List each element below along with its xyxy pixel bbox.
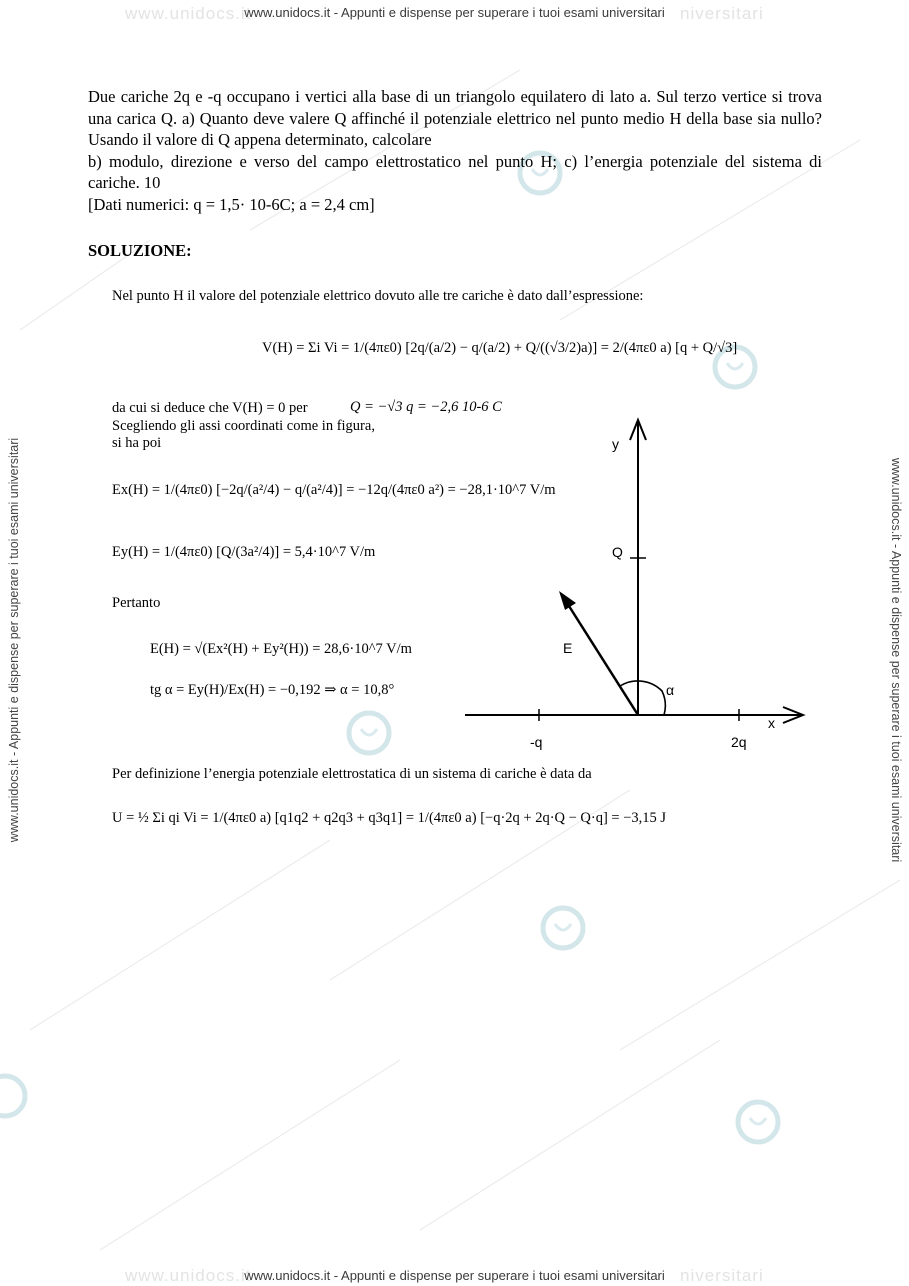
axes-text-1: Scegliendo gli assi coordinati come in figura, xyxy=(112,418,375,434)
problem-statement xyxy=(88,86,822,215)
watermark-ghost: www.unidocs.it xyxy=(125,4,252,23)
equation-Ey: Ey(H) = 1/(4πε0) [Q/(3a²/4)] = 5,4·10^7 V/m xyxy=(112,544,376,560)
problem-line-1: Due cariche 2q e -q occupano i vertici alla base di un triangolo equilatero di lato a. Sul terzo vertice si trova una carica Q. a) Quanto deve valere Q affinché il potenziale elettrico nel punto medio H della base sia nullo? Usando il valore di Q appena determinato, calcolare xyxy=(88,87,822,149)
solution-intro: Nel punto H il valore del potenziale elettrico dovuto alle tre cariche è dato dall’espressione: xyxy=(112,288,644,304)
problem-data: [Dati numerici: q = 1,5· 10-6C; a = 2,4 cm] xyxy=(88,194,375,214)
field-diagram xyxy=(455,412,815,757)
two-q-label: 2q xyxy=(731,734,747,750)
watermark-left: www.unidocs.it - Appunti e dispense per superare i tuoi esami universitari xyxy=(7,437,21,843)
watermark-ghost-bottom: www.unidocs.it xyxy=(125,1266,252,1285)
watermark-bottom: www.unidocs.it - Appunti e dispense per superare i tuoi esami universitari xyxy=(244,1268,665,1283)
x-axis-label: x xyxy=(768,715,775,731)
alpha-label: α xyxy=(666,682,675,698)
solution-title: SOLUZIONE: xyxy=(88,241,192,260)
equation-Ex: Ex(H) = 1/(4πε0) [−2q/(a²/4) − q/(a²/4)] = −12q/(4πε0 a²) = −28,1·10^7 V/m xyxy=(112,482,556,498)
problem-line-2: b) modulo, direzione e verso del campo elettrostatico nel punto H; c) l’energia potenziale del sistema di cariche. 10 xyxy=(88,151,822,192)
E-vector-arrowhead xyxy=(559,591,576,610)
equation-potential: V(H) = Σi Vi = 1/(4πε0) [2q/(a/2) − q/(a/2) + Q/((√3/2)a)] = 2/(4πε0 a) [q + Q/√3] xyxy=(262,340,738,356)
Q-label: Q xyxy=(612,544,623,560)
E-vector xyxy=(562,595,638,715)
charge-Q-result: Q = −√3 q = −2,6 10-6 C xyxy=(350,399,502,415)
y-axis-label: y xyxy=(612,436,619,452)
watermark-ghost-tail: niversitari xyxy=(680,4,764,23)
watermark-right: www.unidocs.it - Appunti e dispense per superare i tuoi esami universitari xyxy=(889,457,903,863)
E-label: E xyxy=(563,640,573,656)
watermark-top: www.unidocs.it - Appunti e dispense per superare i tuoi esami universitari xyxy=(244,5,665,20)
equation-energy: U = ½ Σi qi Vi = 1/(4πε0 a) [q1q2 + q2q3 + q3q1] = 1/(4πε0 a) [−q·2q + 2q·Q − Q·q] = −3,15 J xyxy=(112,810,667,826)
equation-tg-alpha: tg α = Ey(H)/Ex(H) = −0,192 ⇒ α = 10,8° xyxy=(150,682,395,698)
watermark-ghost-tail-bottom: niversitari xyxy=(680,1266,764,1285)
pertanto-text: Pertanto xyxy=(112,595,161,611)
axes-text-2: si ha poi xyxy=(112,435,162,451)
energy-intro: Per definizione l’energia potenziale elettrostatica di un sistema di cariche è data da xyxy=(112,766,592,782)
deduce-text: da cui si deduce che V(H) = 0 per xyxy=(112,400,308,416)
equation-E-modulus: E(H) = √(Ex²(H) + Ey²(H)) = 28,6·10^7 V/m xyxy=(150,641,412,657)
neg-q-label: -q xyxy=(530,734,543,750)
